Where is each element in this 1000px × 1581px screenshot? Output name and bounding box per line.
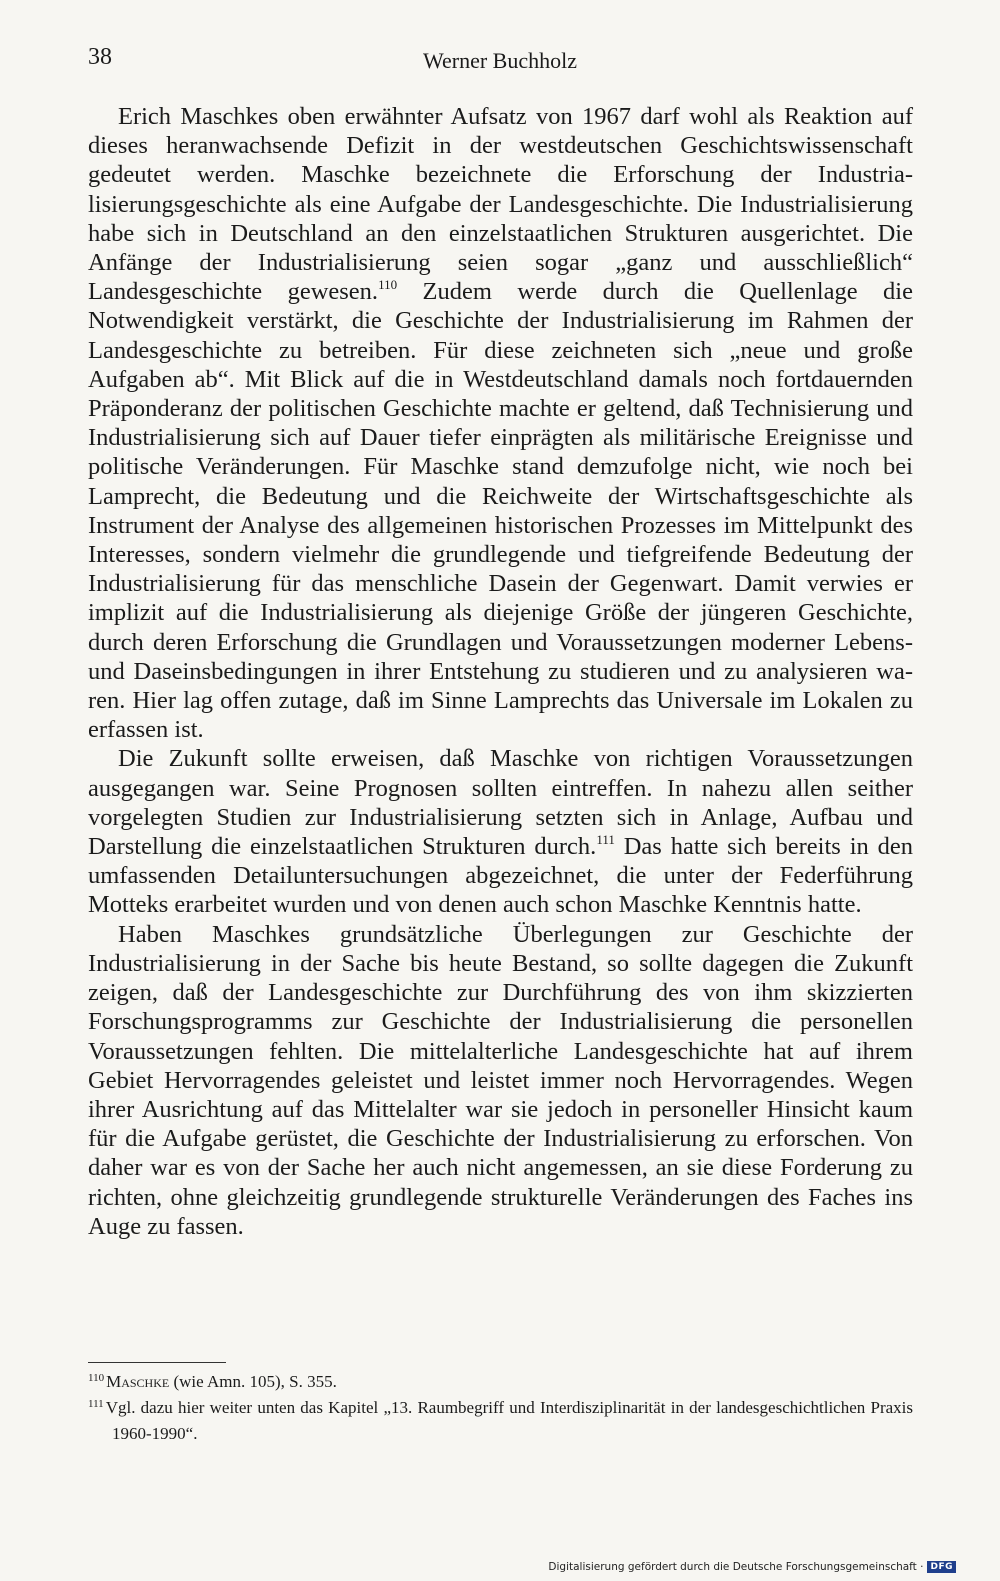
body-text <box>88 102 913 1241</box>
paragraph-2 <box>88 744 913 919</box>
running-head: Werner Buchholz <box>423 48 577 73</box>
paragraph-3: Haben Maschkes grundsätzliche Überlegungen zur Geschichte der Industrialisierung in der Sache bis heute Bestand, so sollte dagegen die Zukunft zeigen, daß der Landesgeschichte zur Durchführung des von ihm skizzierten Forschungsprogramms zur Geschichte der Industrialisierung die personellen Voraussetzungen fehlten. Die mittelalterliche Landesgeschichte hat auf ihrem Gebiet Hervorragendes geleistet und leistet immer noch Hervorragendes. Wegen ihrer Ausrichtung auf das Mittelalter war sie jedoch in personeller Hinsicht kaum für die Aufgabe gerüstet, die Geschichte der Industrialisierung zu erforschen. Von daher war es von der Sache her auch nicht angemessen, an sie diese Forderung zu richten, ohne gleichzeitig grundlegende strukturelle Veränderungen des Faches ins Auge zu fassen. <box>88 920 913 1240</box>
footnotes <box>88 1370 913 1445</box>
dfg-logo-icon[interactable]: DFG <box>927 1561 956 1573</box>
footnote-ref-111[interactable]: 111 <box>596 832 615 848</box>
footnote-text: (wie Amn. 105), S. 355. <box>169 1372 337 1391</box>
paragraph-1 <box>88 102 913 744</box>
footnote-number: 110 <box>88 1372 105 1384</box>
footnote-text: Vgl. dazu hier weiter unten das Kapitel „13. Raumbegriff und Interdisziplinarität in der landesgeschichtlichen Praxis 1960-1990“. <box>105 1398 913 1443</box>
page-number: 38 <box>88 44 112 70</box>
paragraph-2-part-b: Das hatte sich bereits in den umfassenden Detailuntersuchungen abgezeichnet, die unter der Federführung Motteks erarbeitet wurden und von denen auch schon Maschke Kenntnis hatte. <box>88 833 913 919</box>
footnote-author: Maschke <box>106 1372 170 1391</box>
footnote-divider <box>88 1362 226 1363</box>
footnote-110 <box>88 1370 913 1396</box>
paragraph-2-part-a: Die Zukunft sollte erweisen, daß Maschke von richtigen Voraussetzungen ausgegangen war. Seine Prognosen sollten eintreffen. In nahezu allen seither vorgelegten Studien zur Industrialisierung setzten sich in Anlage, Aufbau und Darstellung die einzelstaatlichen Strukturen durch. <box>88 745 913 861</box>
footnote-111 <box>88 1396 913 1445</box>
footnote-number: 111 <box>88 1398 104 1410</box>
digitization-credit <box>548 1561 956 1573</box>
footnote-ref-110[interactable]: 110 <box>378 277 398 293</box>
credit-text: Digitalisierung gefördert durch die Deutsche Forschungsgemeinschaft · <box>548 1561 924 1573</box>
paragraph-1-part-b: Zudem werde durch die Quellenlage die Notwendigkeit verstärkt, die Geschichte der Industrialisierung im Rahmen der Landesgeschichte zu betreiben. Für diese zeichneten sich „neue und große Aufgaben ab“. Mit Blick auf die in Westdeutschland damals noch fortdauernden Präponderanz der politischen Geschichte machte er geltend, daß Technisierung und Industrialisierung sich auf Dauer tiefer einprägten als militärische Ereignisse und politische Veränderungen. Für Maschke stand demzufolge nicht, wie noch bei Lamprecht, die Bedeutung und die Reichweite der Wirtschaftsgeschichte als Instrument der Analyse des allgemeinen historischen Prozesses im Mittelpunkt des Interesses, sondern vielmehr die grundlegende und tiefgreifende Bedeutung der Industrialisierung für das menschliche Dasein der Gegenwart. Damit verwies er implizit auf die Industrialisierung als diejenige Größe der jüngeren Geschichte, durch deren Erforschung die Grundlagen und Voraussetzungen moderner Lebens- und Daseinsbedingungen in ihrer Entstehung zu studieren und zu analysieren waren. Hier lag offen zutage, daß im Sinne Lamprechts das Universale im Lokalen zu erfassen ist. <box>88 278 913 744</box>
paragraph-1-part-a: Erich Maschkes oben erwähnter Aufsatz von 1967 darf wohl als Reaktion auf dieses heranwachsende Defizit in der westdeutschen Geschichtswissenschaft gedeutet werden. Maschke bezeichnete die Erforschung der Industrialisierungsgeschichte als eine Aufgabe der Landesgeschichte. Die Industrialisierung habe sich in Deutschland an den einzelstaatlichen Strukturen ausgerichtet. Die Anfänge der Industrialisierung seien sogar „ganz und ausschließlich“ Landesgeschichte gewesen. <box>88 103 913 306</box>
